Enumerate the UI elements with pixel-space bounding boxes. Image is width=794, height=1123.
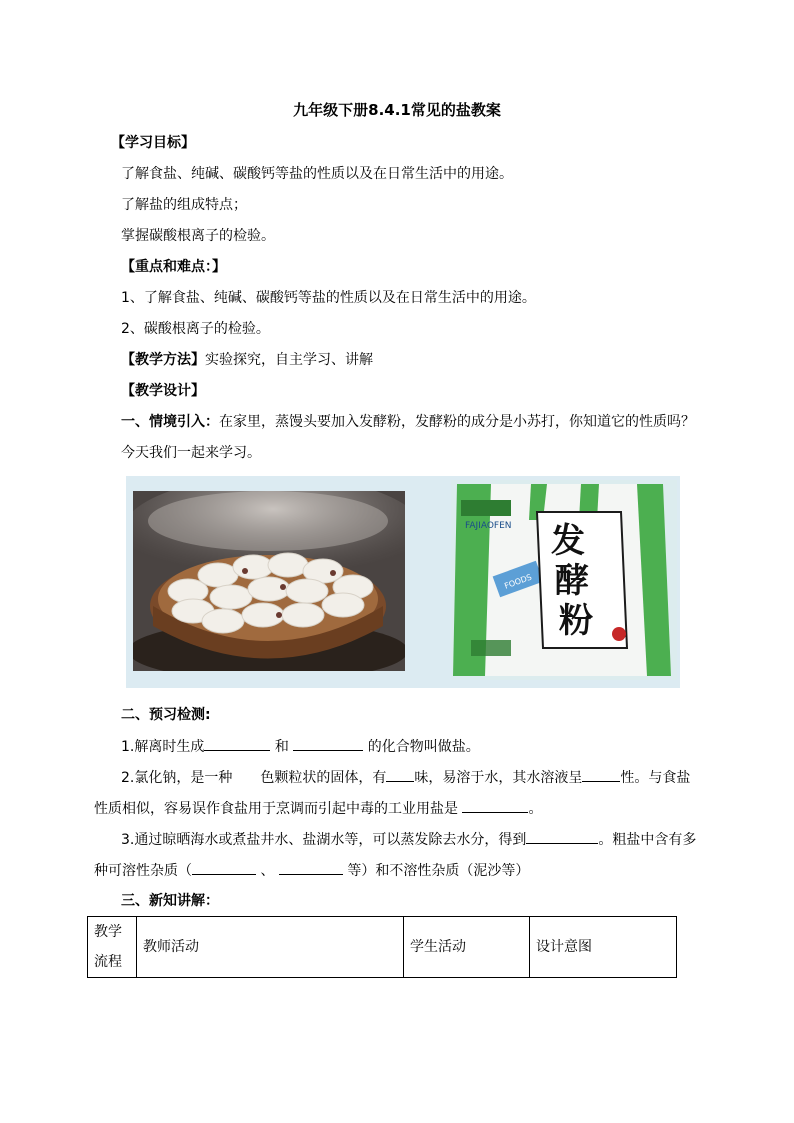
blank-1[interactable] (204, 736, 270, 751)
teaching-design-table (87, 916, 677, 978)
question-2-line-1 (121, 767, 690, 788)
intro-text: 在家里，蒸馒头要加入发酵粉，发酵粉的成分是小苏打，你知道它的性质吗？ (219, 414, 695, 430)
package-brand-text: FAJIAOFEN (465, 521, 512, 531)
question-1-part-b: 和 (274, 739, 289, 755)
question-2-line-2 (94, 798, 542, 819)
question-3-part-e: 等）和不溶性杂质（泥沙等） (347, 863, 530, 879)
table-header-design-intent: 设计意图 (530, 917, 677, 978)
baking-powder-package (451, 480, 677, 680)
heading-new-knowledge: 三、新知讲解： (121, 893, 219, 909)
question-3-line-2 (94, 860, 529, 881)
key-point-2: 2、碳酸根离子的检验。 (121, 321, 270, 337)
heading-preview-check: 二、预习检测: (121, 707, 211, 723)
table-header-row (88, 917, 677, 978)
package-side-label: FOODS (503, 572, 534, 591)
question-2-part-d: 性。与食盐 (620, 770, 691, 786)
package-char-1: 发 (551, 521, 585, 561)
intro-line (121, 412, 695, 432)
blank-6[interactable] (462, 798, 528, 813)
intro-line-2: 今天我们一起来学习。 (121, 445, 261, 461)
question-3-part-b: 。粗盐中含有多 (598, 832, 697, 848)
goal-line-3: 掌握碳酸根离子的检验。 (121, 228, 275, 244)
blank-8[interactable] (192, 860, 256, 875)
blank-4[interactable] (386, 767, 414, 782)
question-1 (121, 736, 480, 757)
heading-teaching-design: 【教学设计】 (121, 383, 205, 399)
question-3-part-c: 种可溶性杂质（ (94, 863, 192, 879)
goal-line-1: 了解食盐、纯碱、碳酸钙等盐的性质以及在日常生活中的用途。 (121, 166, 513, 182)
teaching-method-label: 【教学方法】 (121, 352, 205, 368)
blank-5[interactable] (582, 767, 620, 782)
teaching-method-text: 实验探究，自主学习、讲解 (205, 352, 373, 368)
goal-line-2: 了解盐的组成特点； (121, 197, 247, 213)
package-seal-icon (612, 627, 626, 641)
steamed-buns-photo (133, 491, 405, 671)
question-3-part-d: 、 (260, 863, 275, 879)
question-2-part-f: 。 (528, 801, 543, 817)
question-1-part-a: 1.解离时生成 (121, 739, 205, 755)
table-header-process: 教学流程 (88, 917, 137, 978)
blank-9[interactable] (279, 860, 343, 875)
intro-label: 一、情境引入： (121, 414, 219, 430)
blank-2[interactable] (293, 736, 363, 751)
package-char-2: 酵 (555, 561, 589, 601)
blank-7[interactable] (526, 829, 598, 844)
heading-key-points: 【重点和难点：】 (121, 259, 226, 275)
question-1-part-c: 的化合物叫做盐。 (367, 739, 480, 755)
document-title: 九年级下册8.4.1常见的盐教案 (293, 101, 501, 119)
table-header-student-activity: 学生活动 (404, 917, 530, 978)
table-header-teacher-activity: 教师活动 (137, 917, 404, 978)
package-char-3: 粉 (559, 601, 593, 641)
teaching-method-line (121, 350, 373, 370)
question-2-part-c: 味，易溶于水，其水溶液呈 (414, 770, 583, 786)
steamed-buns-illustration (133, 491, 405, 671)
question-2-part-e: 性质相似，容易误作食盐用于烹调而引起中毒的工业用盐是 (94, 801, 458, 817)
question-2-part-a: 2.氯化钠，是一种 (121, 770, 233, 786)
baking-powder-package-photo (451, 480, 677, 680)
question-3-part-a: 3.通过晾晒海水或煮盐井水、盐湖水等，可以蒸发除去水分，得到 (121, 832, 527, 848)
heading-learning-goals: 【学习目标】 (111, 135, 195, 151)
question-3-line-1 (121, 829, 696, 850)
question-2-part-b: 色颗粒状的固体，有 (260, 770, 387, 786)
key-point-1: 1、了解食盐、纯碱、碳酸钙等盐的性质以及在日常生活中的用途。 (121, 290, 536, 306)
